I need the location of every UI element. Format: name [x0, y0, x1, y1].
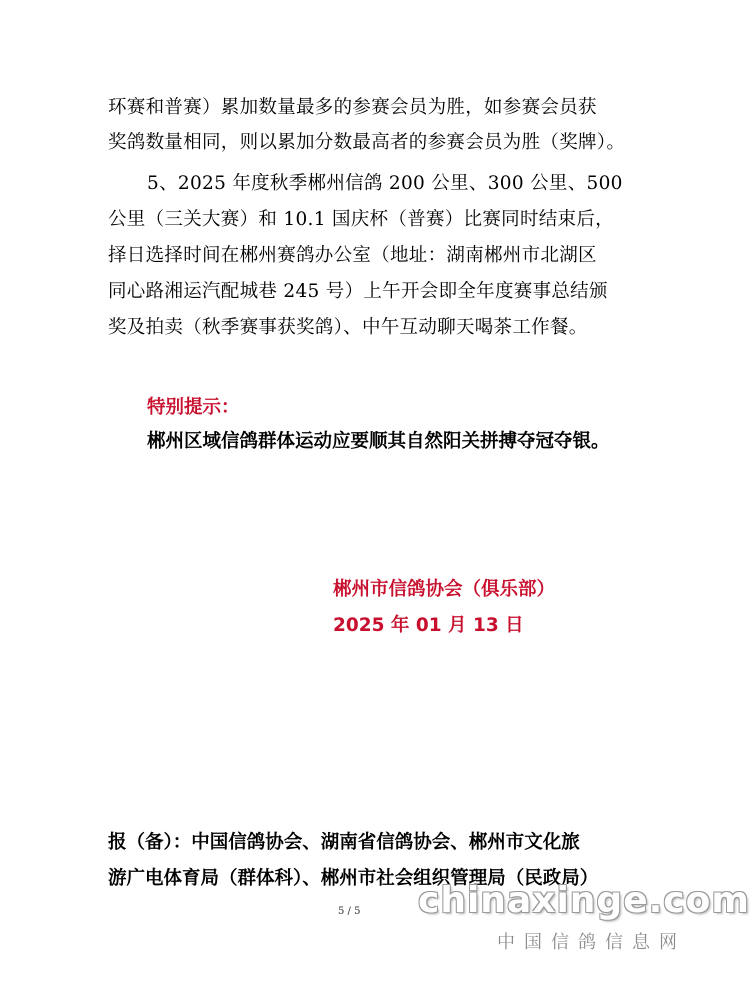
- body-line-4: 公里（三关大赛）和 10.1 国庆杯（普赛）比赛同时结束后，: [108, 209, 614, 230]
- special-note-text: 郴州区域信鸽群体运动应要顺其自然阳关拼搏夺冠夺银。: [147, 431, 610, 452]
- body-line-5: 择日选择时间在郴州赛鸽办公室（地址：湖南郴州市北湖区: [108, 245, 597, 266]
- cc-line-2: 游广电体育局（群体科）、郴州市社会组织管理局（民政局）: [108, 868, 599, 889]
- page-number: 5 / 5: [338, 906, 361, 917]
- body-line-6: 同心路湘运汽配城巷 245 号）上午开会即全年度赛事总结颁: [108, 281, 608, 302]
- body-line-7: 奖及拍卖（秋季赛事获奖鸽）、中午互动聊天喝茶工作餐。: [108, 317, 588, 338]
- signature-organization: 郴州市信鸽协会（俱乐部）: [333, 579, 556, 600]
- watermark-domain: chinaxinge.com: [418, 880, 750, 921]
- cc-line-1: 报（备）：中国信鸽协会、湖南省信鸽协会、郴州市文化旅: [108, 832, 580, 853]
- watermark-site-name: 中国信鸽信息网: [497, 932, 686, 953]
- signature-date: 2025 年 01 月 13 日: [333, 615, 524, 636]
- special-note-title: 特别提示：: [147, 397, 240, 418]
- body-line-1: 环赛和普赛）累加数量最多的参赛会员为胜，如参赛会员获: [108, 97, 597, 118]
- body-line-2: 奖鸽数量相同，则以累加分数最高者的参赛会员为胜（奖牌）。: [108, 132, 626, 153]
- body-line-3: 5、2025 年度秋季郴州信鸽 200 公里、300 公里、500: [147, 173, 623, 194]
